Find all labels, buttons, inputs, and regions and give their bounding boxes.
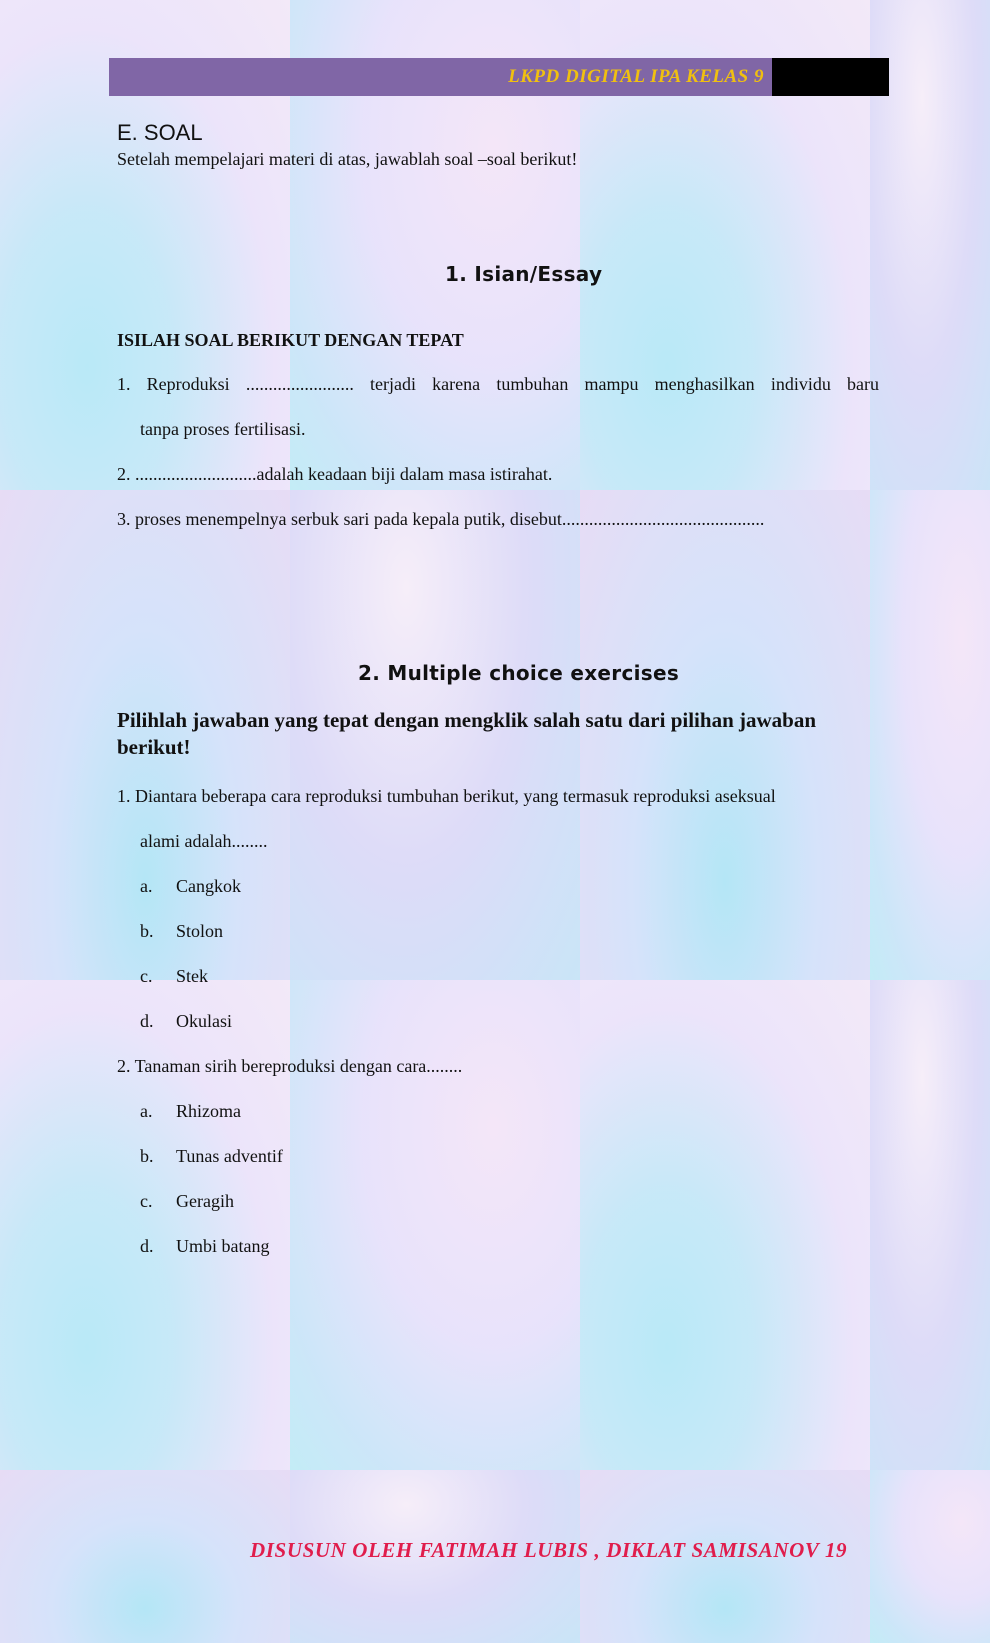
option-letter: c. <box>140 966 153 986</box>
option-text: Tunas adventif <box>176 1146 283 1166</box>
mc-question-1: 1. Diantara beberapa cara reproduksi tumbuhan berikut, yang termasuk reproduksi aseksual <box>117 786 776 806</box>
option-text: Umbi batang <box>176 1236 270 1256</box>
mc-q2-option-c[interactable] <box>140 1191 234 1212</box>
essay-question-1: 1. Reproduksi ........................ terjadi karena tumbuhan mampu menghasilkan individu baru <box>117 374 879 394</box>
essay-heading: 1. Isian/Essay <box>445 262 603 286</box>
header-title: LKPD DIGITAL IPA KELAS 9 <box>508 66 764 87</box>
mc-q1-option-a[interactable] <box>140 876 241 897</box>
header-banner-black <box>772 58 889 96</box>
mc-q2-option-b[interactable] <box>140 1146 283 1167</box>
option-letter: b. <box>140 921 154 941</box>
mc-q2-option-a[interactable] <box>140 1101 241 1122</box>
option-letter: a. <box>140 876 153 896</box>
option-letter: b. <box>140 1146 154 1166</box>
header-banner <box>109 58 889 96</box>
option-letter: a. <box>140 1101 153 1121</box>
option-text: Rhizoma <box>176 1101 241 1121</box>
option-letter: d. <box>140 1011 154 1031</box>
mc-q2-option-d[interactable] <box>140 1236 269 1257</box>
mc-question-2: 2. Tanaman sirih bereproduksi dengan cara........ <box>117 1056 463 1076</box>
option-text: Stek <box>176 966 209 986</box>
essay-question-2: 2. ...........................adalah keadaan biji dalam masa istirahat. <box>117 464 553 484</box>
option-text: Cangkok <box>176 876 241 896</box>
mc-q1-option-d[interactable] <box>140 1011 232 1032</box>
option-letter: d. <box>140 1236 154 1256</box>
mc-q1-option-c[interactable] <box>140 966 208 987</box>
essay-subheading: ISILAH SOAL BERIKUT DENGAN TEPAT <box>117 330 464 350</box>
essay-question-1-continuation: tanpa proses fertilisasi. <box>140 419 306 439</box>
multiple-choice-heading: 2. Multiple choice exercises <box>358 661 680 685</box>
option-text: Geragih <box>176 1191 234 1211</box>
mc-question-1-continuation: alami adalah........ <box>140 831 268 851</box>
footer-credit: DISUSUN OLEH FATIMAH LUBIS , DIKLAT SAMISANOV 19 <box>250 1538 848 1562</box>
option-text: Okulasi <box>176 1011 232 1031</box>
essay-question-3: 3. proses menempelnya serbuk sari pada kepala putik, disebut............................................. <box>117 509 765 529</box>
option-text: Stolon <box>176 921 224 941</box>
header-banner-purple <box>109 58 772 96</box>
option-letter: c. <box>140 1191 153 1211</box>
section-intro: Setelah mempelajari materi di atas, jawablah soal –soal berikut! <box>117 149 578 169</box>
mc-q1-option-b[interactable] <box>140 921 223 942</box>
section-title: E. SOAL <box>117 120 203 145</box>
multiple-choice-instruction: Pilihlah jawaban yang tepat dengan mengklik salah satu dari pilihan jawaban berikut! <box>117 708 817 759</box>
